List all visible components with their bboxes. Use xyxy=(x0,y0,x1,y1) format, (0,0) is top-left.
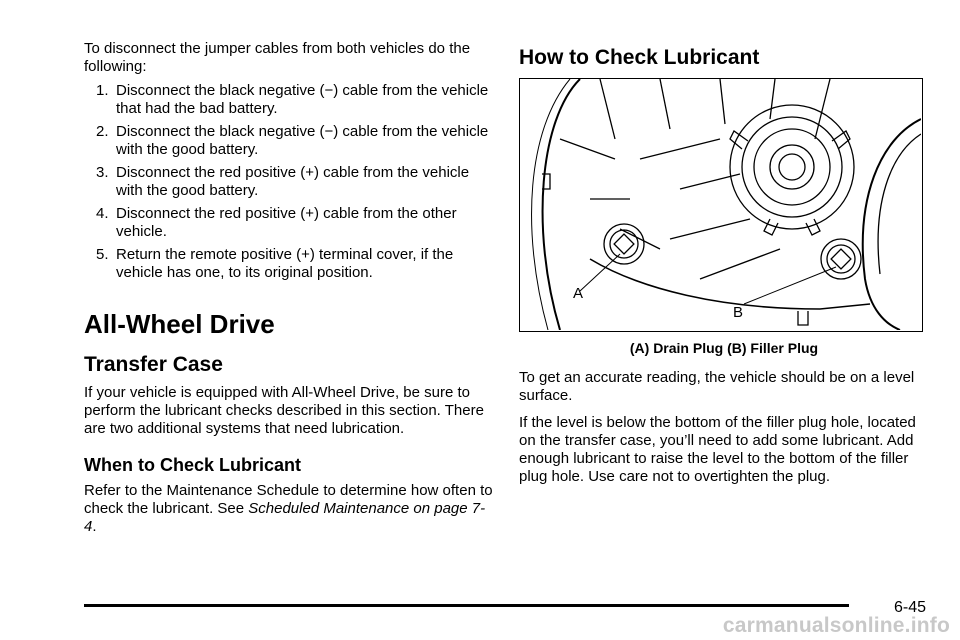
list-item xyxy=(84,123,494,159)
left-column xyxy=(84,40,494,536)
step-text: Disconnect the red positive (+) cable from the vehicle with the good battery. xyxy=(116,164,470,199)
step-text: Return the remote positive (+) terminal cover, if the vehicle has one, to its original position. xyxy=(116,246,454,281)
step-number: 3. xyxy=(96,164,109,181)
section-title: All-Wheel Drive xyxy=(84,309,275,339)
subsection-title: Transfer Case xyxy=(84,353,223,376)
step-number: 4. xyxy=(96,205,109,222)
when-text: Refer to the Maintenance Schedule to determine how often to check the lubricant. See xyxy=(84,482,493,517)
schedule-reference-link[interactable]: Scheduled Maintenance on page 7-4 xyxy=(84,500,486,535)
intro-text: To disconnect the jumper cables from both vehicles do the following: xyxy=(84,40,471,75)
right-column xyxy=(519,40,929,486)
when-to-check-text xyxy=(84,482,494,536)
figure-label-a: A xyxy=(573,285,584,302)
steps-list xyxy=(84,82,494,282)
page-number: 6-45 xyxy=(894,599,927,616)
step-text: Disconnect the black negative (−) cable from the vehicle with the good battery. xyxy=(116,123,489,158)
step-number: 1. xyxy=(96,82,109,99)
watermark: carmanualsonline.info xyxy=(722,614,950,637)
when-to-check-heading: When to Check Lubricant xyxy=(84,455,302,475)
add-lubricant-text: If the level is below the bottom of the filler plug hole, located on the transfer case, you’ll need to add some lubricant. Add enough lubricant to raise the level to the bottom of the filler plug hole. Use care not to overtighten the plug. xyxy=(519,414,916,485)
list-item xyxy=(84,82,494,118)
list-item xyxy=(84,246,494,282)
figure-caption: (A) Drain Plug (B) Filler Plug xyxy=(629,340,819,356)
list-item xyxy=(84,164,494,200)
step-number: 5. xyxy=(96,246,109,263)
when-end: . xyxy=(92,518,97,535)
step-text: Disconnect the black negative (−) cable from the vehicle that had the bad battery. xyxy=(116,82,489,117)
figure-label-b: B xyxy=(733,304,744,321)
transfer-case-figure xyxy=(519,78,923,332)
level-surface-text: To get an accurate reading, the vehicle should be on a level surface. xyxy=(519,369,915,404)
step-number: 2. xyxy=(96,123,109,140)
transfer-case-text: If your vehicle is equipped with All-Wheel Drive, be sure to perform the lubricant checks described in this section. There are two additional systems that need lubrication. xyxy=(84,384,484,437)
step-text: Disconnect the red positive (+) cable from the other vehicle. xyxy=(116,205,457,240)
how-to-check-heading: How to Check Lubricant xyxy=(519,46,760,69)
list-item xyxy=(84,205,494,241)
footer-rule xyxy=(84,604,849,607)
